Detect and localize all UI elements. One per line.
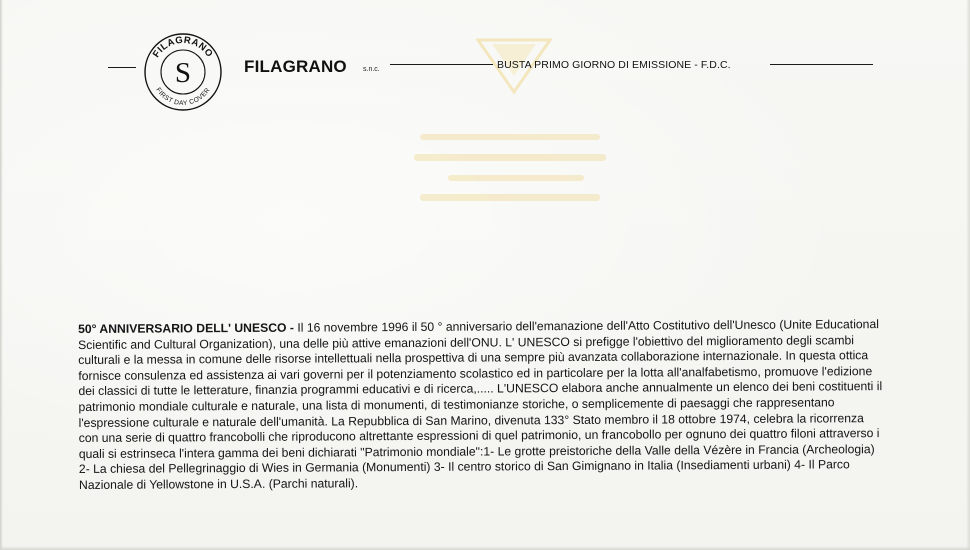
- envelope-bottom-edge: [0, 546, 970, 550]
- header-rule-left: [108, 67, 136, 68]
- first-day-cover-subtitle: BUSTA PRIMO GIORNO DI EMISSIONE - F.D.C.: [497, 59, 731, 71]
- filagrano-seal-logo: [142, 31, 224, 113]
- brand-suffix: s.n.c.: [363, 66, 380, 73]
- header-rule-right: [770, 64, 873, 65]
- header-rule-middle: [390, 64, 493, 65]
- seal-letter: S: [174, 57, 192, 89]
- svg-text:FILAGRANO: [151, 35, 215, 60]
- unesco-heading: 50° ANNIVERSARIO DELL' UNESCO -: [78, 320, 294, 336]
- seal-text-bottom: FIRST DAY COVER: [154, 86, 212, 108]
- envelope-left-edge: [0, 0, 3, 550]
- unesco-description: [78, 317, 887, 493]
- unesco-paragraph: Il 16 novembre 1996 il 50 ° anniversario dell'emanazione dell'Atto Costitutivo dell'Unesco (Unite Educational Scientific and Cultural Organization), una delle più attive emanazioni dell'ONU. L' UNESCO si prefigge l'obiettivo del miglioramento degli scambi culturali e la messa in comune delle risorse intellettuali nella prospettiva di una sempre più avanzata collaborazione internazionale. In questa ottica fornisce consulenza ed assistenza ai vari governi per il potenziamento scolastico ed in particolare per la lotta all'analfabetismo, promuove l'edizione dei classici di tutte le letterature, finanzia programmi educativi e di ricerca,..... L'UNESCO elabora anche annualmente un elenco dei beni costituenti il patrimonio mondiale culturale e naturale, una lista di monumenti, di testimonianze storiche, o semplicemente di paesaggi che rappresentano l'espressione culturale e naturale dell'umanità. La Repubblica di San Marino, divenuta 133° Stato membro il 18 ottobre 1974, celebra la ricorrenza con una serie di quattro francobolli che riproducono altrettante espressioni di quel patrimonio, un francobollo per ognuno dei quattro filoni attraverso i quali si estrinseca l'intera gamma dei beni dichiarati "Patrimonio mondiale":1- Le grotte preistoriche della Valle della Vézère in Francia (Archeologia) 2- La chiesa del Pellegrinaggio di Wies in Germania (Monumenti) 3- Il centro storico di San Gimignano in Italia (Insediamenti urbani) 4- Il Parco Nazionale di Yellowstone in U.S.A. (Parchi naturali).: [78, 317, 883, 492]
- seal-text-top: FILAGRANO: [150, 34, 216, 60]
- envelope-right-edge: [966, 0, 970, 550]
- brand-name: FILAGRANO: [244, 57, 347, 76]
